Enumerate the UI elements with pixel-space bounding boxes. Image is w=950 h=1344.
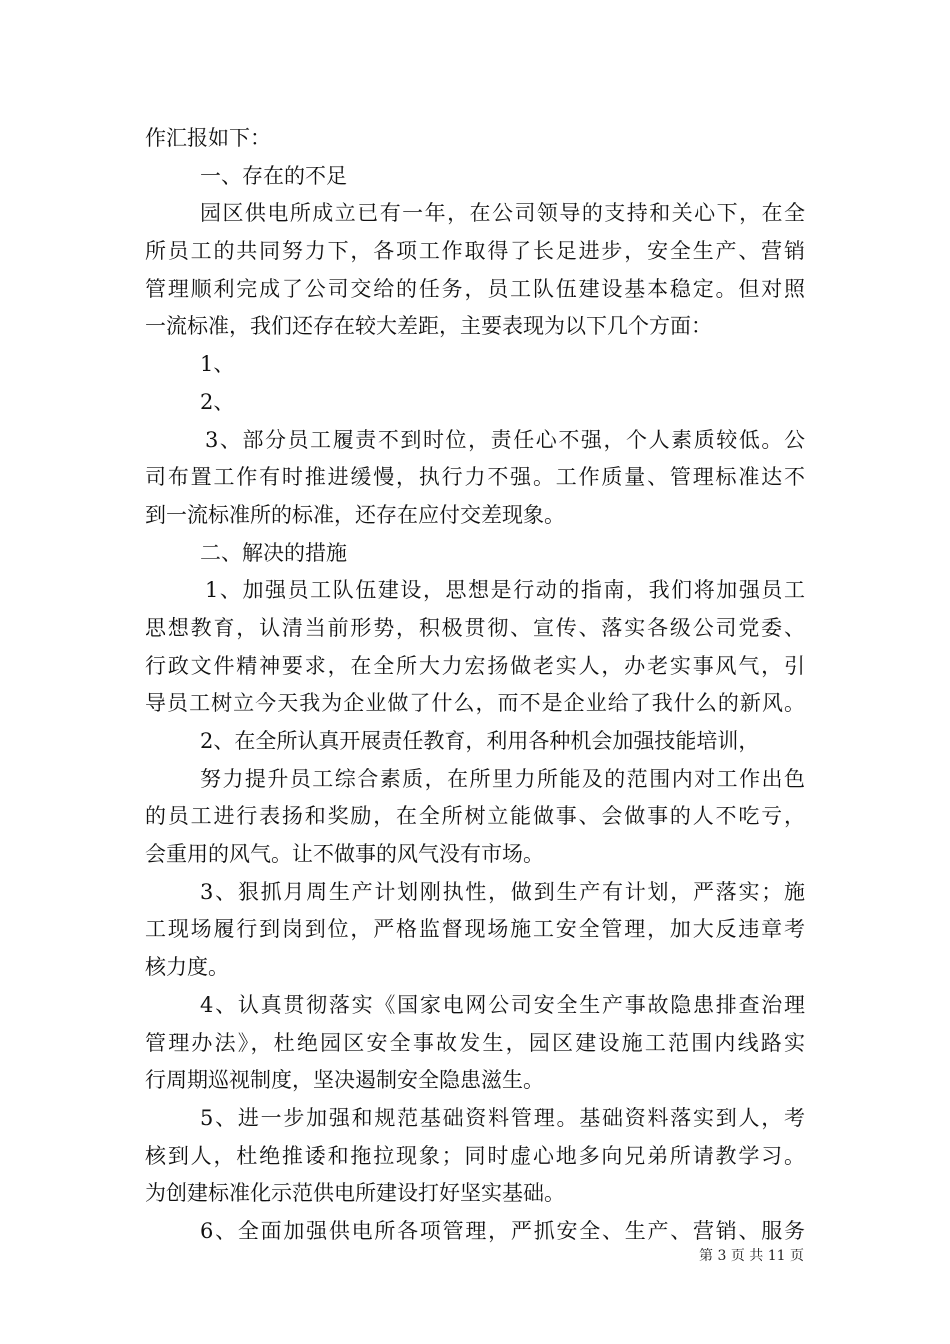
- text-line: 作汇报如下：: [145, 126, 271, 150]
- document-body: [145, 120, 805, 1251]
- text-line: 核力度。: [145, 955, 229, 980]
- list-item: 1、: [200, 352, 235, 377]
- text-line: 思想教育，认清当前形势，积极贯彻、宣传、落实各级公司党委、: [145, 615, 805, 640]
- text-line: 园区供电所成立已有一年，在公司领导的支持和关心下，在全: [200, 201, 805, 226]
- text-line: 行政文件精神要求，在全所大力宏扬做老实人，办老实事风气，引: [145, 653, 805, 678]
- text-line: 5、进一步加强和规范基础资料管理。基础资料落实到人，考: [200, 1105, 805, 1130]
- text-line: 会重用的风气。让不做事的风气没有市场。: [145, 842, 544, 867]
- page-number: 第 3 页 共 11 页: [699, 1248, 804, 1264]
- text-line: 司布置工作有时推进缓慢，执行力不强。工作质量、管理标准达不: [145, 465, 805, 490]
- section-heading: 二、解决的措施: [200, 540, 347, 565]
- text-line: 行周期巡视制度，坚决遏制安全隐患滋生。: [145, 1068, 544, 1093]
- text-line: 3、狠抓月周生产计划刚执性，做到生产有计划，严落实；施: [200, 879, 805, 904]
- text-line: 4、认真贯彻落实《国家电网公司安全生产事故隐患排查治理: [200, 992, 805, 1017]
- text-line: 管理办法》，杜绝园区安全事故发生，园区建设施工范围内线路实: [145, 1030, 805, 1055]
- text-line: 的员工进行表扬和奖励，在全所树立能做事、会做事的人不吃亏，: [145, 804, 805, 829]
- text-line: 为创建标准化示范供电所建设打好坚实基础。: [145, 1181, 565, 1206]
- text-line: 2、在全所认真开展责任教育，利用各种机会加强技能培训，: [200, 729, 760, 753]
- text-line: 工现场履行到岗到位，严格监督现场施工安全管理，加大反违章考: [145, 917, 805, 942]
- text-line: 所员工的共同努力下，各项工作取得了长足进步，安全生产、营销: [145, 239, 805, 264]
- text-line: 1、加强员工队伍建设，思想是行动的指南，我们将加强员工: [205, 578, 805, 603]
- text-line: 3、部分员工履责不到时位，责任心不强，个人素质较低。公: [205, 427, 805, 452]
- text-line: 导员工树立今天我为企业做了什么，而不是企业给了我什么的新风。: [145, 691, 805, 716]
- list-item: 2、: [200, 389, 235, 414]
- text-line: 努力提升员工综合素质，在所里力所能及的范围内对工作出色: [200, 766, 805, 791]
- text-line: 核到人，杜绝推诿和拖拉现象；同时虚心地多向兄弟所请教学习。: [145, 1143, 805, 1168]
- text-line: 管理顺利完成了公司交给的任务，员工队伍建设基本稳定。但对照: [145, 276, 805, 301]
- text-line: 6、全面加强供电所各项管理，严抓安全、生产、营销、服务: [200, 1218, 805, 1243]
- text-line: 到一流标准所的标准，还存在应付交差现象。: [145, 502, 565, 527]
- section-heading: 一、存在的不足: [200, 163, 347, 188]
- text-line: 一流标准，我们还存在较大差距，主要表现为以下几个方面：: [145, 314, 712, 339]
